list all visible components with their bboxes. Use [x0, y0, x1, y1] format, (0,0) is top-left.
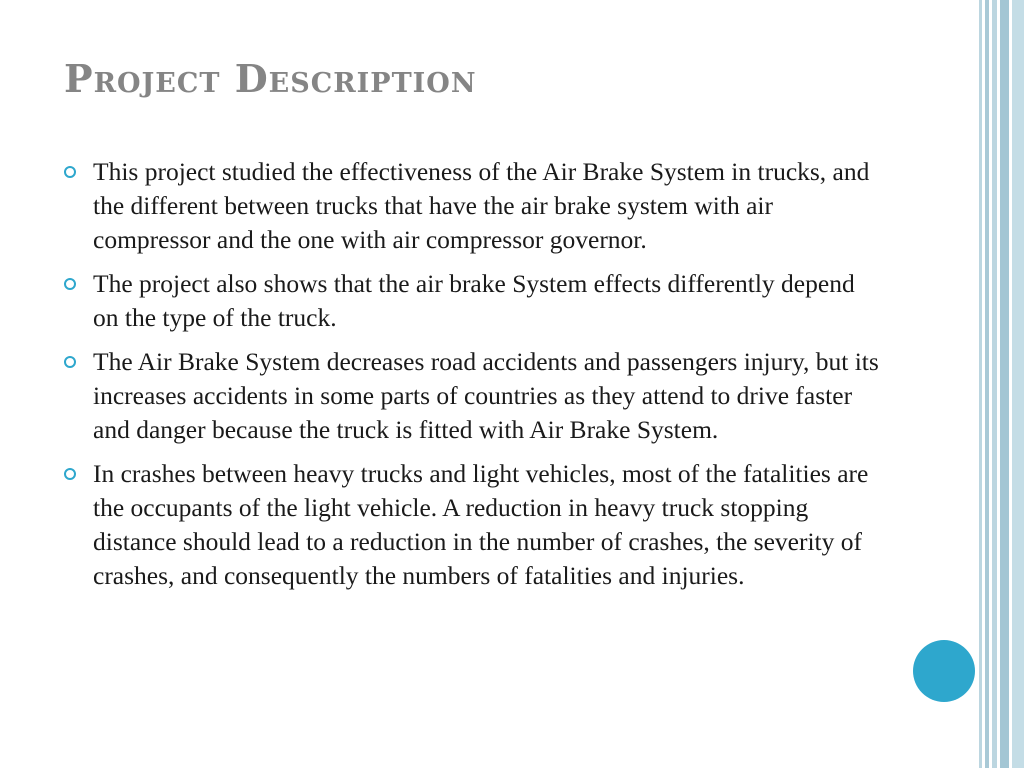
slide-title: Project Description — [64, 56, 477, 101]
decorative-stripe — [985, 0, 989, 768]
bullet-item — [64, 345, 884, 447]
bullet-text: In crashes between heavy trucks and light vehicles, most of the fatalities are the occupants of the light vehicle. A reduction in heavy truck stopping distance should lead to a reduction in the number of crashes, the severity of crashes, and consequently the numbers of fatalities and injuries. — [93, 459, 869, 590]
decorative-stripe — [979, 0, 982, 768]
bullet-item — [64, 457, 884, 593]
decorative-circle-icon — [913, 640, 975, 702]
bullet-text: The project also shows that the air brake System effects differently depend on the type of the truck. — [93, 269, 855, 332]
bullet-circle-icon — [64, 356, 76, 368]
bullet-circle-icon — [64, 468, 76, 480]
bullet-circle-icon — [64, 278, 76, 290]
decorative-stripe — [1012, 0, 1024, 768]
bullet-circle-icon — [64, 166, 76, 178]
decorative-stripe — [1000, 0, 1009, 768]
bullet-item — [64, 155, 884, 257]
bullet-text: This project studied the effectiveness of the Air Brake System in trucks, and the different between trucks that have the air brake system with air compressor and the one with air compressor governor. — [93, 157, 870, 254]
bullet-list — [64, 155, 884, 603]
bullet-item — [64, 267, 884, 335]
decorative-stripe — [992, 0, 997, 768]
bullet-text: The Air Brake System decreases road accidents and passengers injury, but its increases accidents in some parts of countries as they attend to drive faster and danger because the truck is fitted with Air Brake System. — [93, 347, 879, 444]
